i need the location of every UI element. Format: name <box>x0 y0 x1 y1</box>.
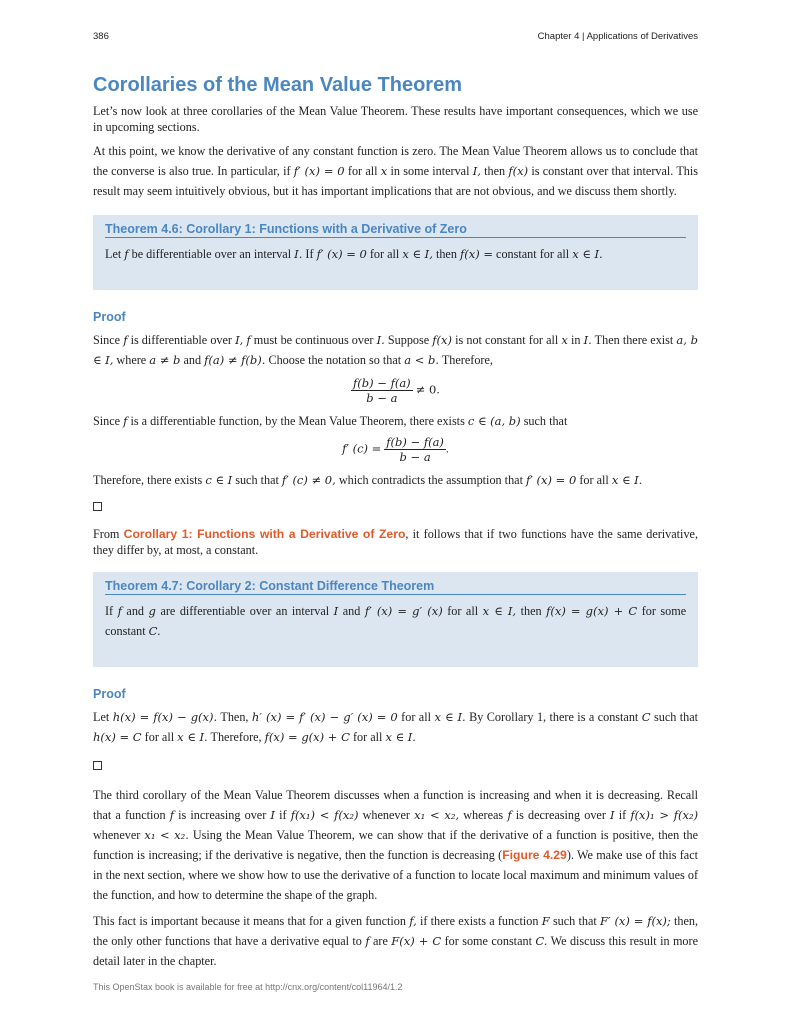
text: Let <box>105 247 122 261</box>
intro-paragraph-2 <box>93 141 698 201</box>
text: if there exists a function <box>419 914 539 928</box>
math: x ∈ I. <box>572 247 603 261</box>
text: and <box>126 604 145 618</box>
text: and <box>342 604 361 618</box>
theorem-title: Theorem 4.7: Corollary 2: Constant Difference Theorem <box>105 579 686 595</box>
text: If <box>105 604 114 618</box>
text: where <box>116 353 147 367</box>
text: and <box>183 353 202 367</box>
math: f(x₁) < f(x₂) <box>290 808 359 822</box>
intro-paragraph-1: Let’s now look at three corollaries of the Mean Value Theorem. These results have important consequences, which we use in upcoming sections. <box>93 104 698 134</box>
math: ≠ 0. <box>415 382 440 397</box>
text: is decreasing over <box>515 808 606 822</box>
text: Let <box>93 710 110 724</box>
theorem-title: Theorem 4.6: Corollary 1: Functions with a Derivative of Zero <box>105 222 686 238</box>
text: must be continuous over <box>253 333 374 347</box>
proof1-paragraph-2 <box>93 413 698 429</box>
math: f(x) <box>432 333 453 347</box>
text: Since <box>93 414 121 428</box>
math: f <box>123 414 128 428</box>
text: Suppose <box>387 333 430 347</box>
math: x ∈ I, <box>482 604 517 618</box>
text: constant for all <box>496 247 570 261</box>
math: f′ (x) = g′ (x) <box>364 604 443 618</box>
denominator: b − a <box>399 450 431 464</box>
math: a < b. <box>404 353 440 367</box>
page-number: 386 <box>93 31 109 42</box>
math: x₁ < x₂. <box>144 828 189 842</box>
text: is differentiable over <box>130 333 232 347</box>
text: This fact is important because it means that for a given function <box>93 914 406 928</box>
text: for some constant <box>444 934 532 948</box>
text: then <box>520 604 542 618</box>
math: x ∈ I. <box>177 730 208 744</box>
text: are differentiable over an interval <box>160 604 330 618</box>
proof-heading: Proof <box>93 687 126 701</box>
math: I. <box>376 333 385 347</box>
text: Therefore, <box>441 353 493 367</box>
math: I <box>333 604 339 618</box>
text: From <box>93 527 120 541</box>
text: in <box>570 333 581 347</box>
math: f <box>123 333 128 347</box>
denominator: b − a <box>366 391 398 405</box>
text: , it follows that if two functions have the same derivative, they differ by, at most, a constant. <box>93 527 698 557</box>
math: f(x) = g(x) + C <box>264 730 350 744</box>
text: then, the only other functions that have a derivative equal to <box>93 914 699 948</box>
text: for all <box>447 604 479 618</box>
math: f′ (x) = 0 <box>316 247 367 261</box>
final-paragraph <box>93 911 698 971</box>
text: Then there exist <box>594 333 674 347</box>
math: a ≠ b <box>149 353 181 367</box>
math: I. <box>294 247 303 261</box>
math: f <box>169 808 174 822</box>
page-footer: This OpenStax book is available for free at http://cnx.org/content/col11964/1.2 <box>93 982 403 992</box>
text: whenever <box>93 828 141 842</box>
text: is not constant for all <box>455 333 559 347</box>
math: x₁ < x₂, <box>414 808 460 822</box>
math: F′ (x) = f(x); <box>600 914 671 928</box>
math: x ∈ I. <box>385 730 416 744</box>
page-content <box>93 74 698 977</box>
math: . <box>445 441 449 456</box>
text: for all <box>347 164 378 178</box>
text: if <box>618 808 627 822</box>
math: h(x) = C <box>93 730 142 744</box>
text: whereas <box>463 808 504 822</box>
text: in some interval <box>390 164 470 178</box>
math: f <box>365 934 370 948</box>
math: C. <box>148 624 161 638</box>
section-title: Corollaries of the Mean Value Theorem <box>93 74 462 96</box>
text: for all <box>369 247 400 261</box>
math: f(x)₁ > f(x₂) <box>630 808 699 822</box>
figure-4-29-link[interactable]: Figure 4.29 <box>502 848 567 862</box>
equation-2 <box>93 435 698 464</box>
text: The third corollary of the Mean Value Theorem discusses when a function is increasing and when it is decreasing. Recall that a function <box>93 788 698 822</box>
text: Then, <box>220 710 249 724</box>
math: I <box>270 808 275 822</box>
text: for all <box>144 730 175 744</box>
text: is increasing over <box>178 808 267 822</box>
math: f(x) <box>508 164 529 178</box>
text: Choose the notation so that <box>268 353 402 367</box>
text: then <box>435 247 457 261</box>
math: g <box>148 604 156 618</box>
math: x ∈ I. <box>611 473 643 487</box>
text: whenever <box>362 808 410 822</box>
text: We discuss this result in more detail later in the chapter. <box>93 934 698 968</box>
math: f(a) ≠ f(b). <box>204 353 266 367</box>
math: f′ (x) = 0 <box>526 473 577 487</box>
math: c ∈ I <box>205 473 233 487</box>
text: which contradicts the assumption that <box>338 473 523 487</box>
text: if <box>279 808 287 822</box>
math: h′ (x) = f′ (x) − g′ (x) = 0 <box>251 710 398 724</box>
qed-square-icon <box>93 502 102 511</box>
math: f′ (x) = 0 <box>293 164 345 178</box>
text: By Corollary 1, there is a constant <box>469 710 639 724</box>
math: I <box>610 808 615 822</box>
fraction <box>384 435 446 464</box>
math: x <box>380 164 388 178</box>
equation-1 <box>93 376 698 405</box>
text: At this point, we know the derivative of any constant function is zero. The Mean Value Theorem allows us to conclude that the converse is also true. In particular, if <box>93 144 698 178</box>
math: x <box>561 333 568 347</box>
math: f <box>124 247 129 261</box>
math: f(x) = g(x) + C <box>546 604 638 618</box>
text: for all <box>579 473 609 487</box>
math: C <box>641 710 651 724</box>
math: f′ (c) = <box>342 441 382 456</box>
text: be differentiable over an interval <box>131 247 292 261</box>
math: f <box>246 333 251 347</box>
theorem-box-4-6 <box>93 215 698 290</box>
proof1-paragraph-3 <box>93 472 698 488</box>
math: I, <box>472 164 481 178</box>
theorem-box-4-7 <box>93 572 698 667</box>
math: c ∈ (a, b) <box>467 414 521 428</box>
proof-heading: Proof <box>93 310 126 324</box>
math: F <box>541 914 550 928</box>
text: then <box>484 164 506 178</box>
text: such that <box>552 914 597 928</box>
text: Therefore, <box>210 730 262 744</box>
corollary-1-link[interactable]: Corollary 1: Functions with a Derivative of Zero <box>123 527 406 541</box>
third-corollary-paragraph <box>93 785 698 905</box>
fraction <box>351 376 413 405</box>
qed-square-icon <box>93 761 102 770</box>
bridge-paragraph <box>93 526 698 558</box>
chapter-header: Chapter 4 | Applications of Derivatives <box>537 31 698 42</box>
text: Therefore, there exists <box>93 473 203 487</box>
math: x ∈ I, <box>402 247 433 261</box>
math: f(x) = <box>459 247 493 261</box>
text: such that <box>235 473 279 487</box>
text: If <box>305 247 314 261</box>
proof2-paragraph <box>93 707 698 747</box>
text: for all <box>352 730 383 744</box>
math: C. <box>535 934 548 948</box>
text: for all <box>401 710 431 724</box>
math: f <box>507 808 512 822</box>
theorem-statement <box>105 244 686 264</box>
math: I. <box>583 333 592 347</box>
text: are <box>372 934 388 948</box>
text: is constant over that interval. This result may seem intuitively obvious, but it has important implications that are not obvious, and we discuss them shortly. <box>93 164 699 198</box>
text: Using the Mean Value Theorem, we can show that if the derivative of a function is positive, then the function is increasing; if the derivative is negative, then the function is decreasing ( <box>93 828 699 862</box>
math: f′ (c) ≠ 0, <box>281 473 336 487</box>
math: f, <box>409 914 417 928</box>
text: for some constant <box>105 604 687 638</box>
math: a, b ∈ I, <box>93 333 699 367</box>
proof1-paragraph-1 <box>93 330 698 370</box>
text: such that <box>523 414 568 428</box>
math: F(x) + C <box>391 934 442 948</box>
math: h(x) = f(x) − g(x). <box>112 710 218 724</box>
math: x ∈ I. <box>434 710 466 724</box>
math: I, <box>235 333 244 347</box>
numerator: f(b) − f(a) <box>386 435 444 449</box>
math: f <box>117 604 122 618</box>
text: ). We make use of this fact in the next section, where we show how to use the derivative of a function to locate local maximum and minimum values of the function, and how to determine the shape of the graph. <box>93 848 699 902</box>
text: Since <box>93 333 121 347</box>
theorem-statement <box>105 601 686 641</box>
text: is a differentiable function, by the Mean Value Theorem, there exists <box>130 414 465 428</box>
numerator: f(b) − f(a) <box>353 376 411 390</box>
text: such that <box>654 710 699 724</box>
